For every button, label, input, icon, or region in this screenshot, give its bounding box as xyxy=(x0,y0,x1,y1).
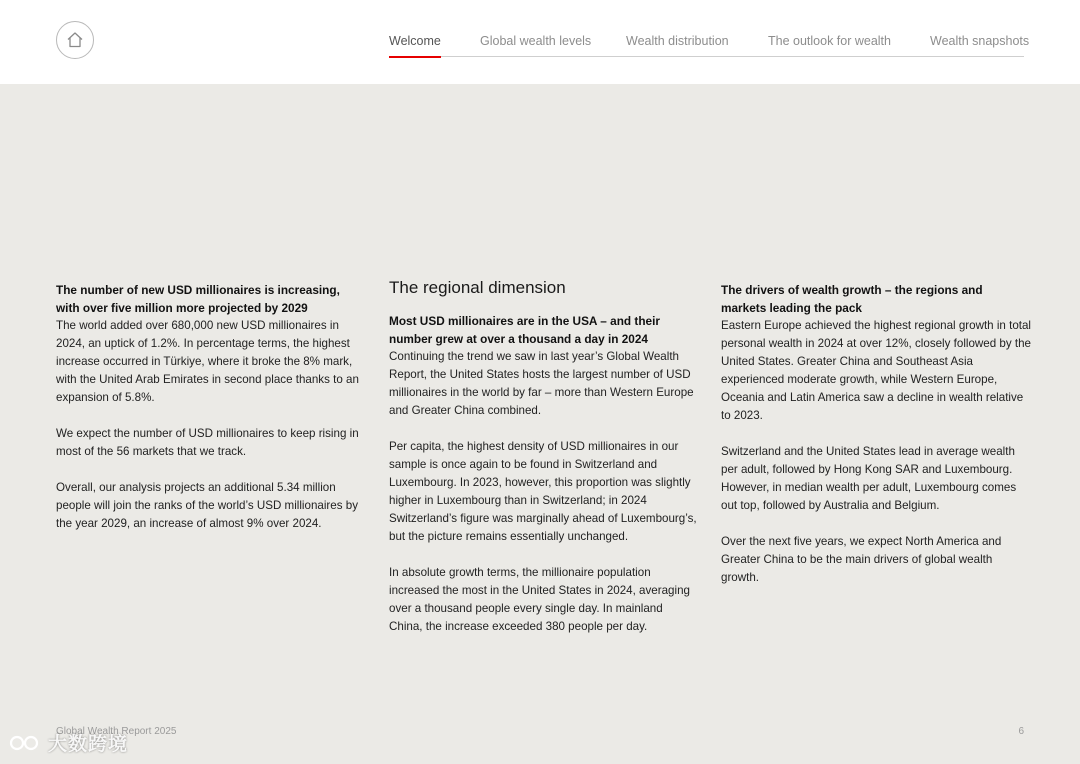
watermark xyxy=(8,729,128,756)
col2-paragraph: In absolute growth terms, the millionaire population increased the most in the United States in 2024, averaging over a thousand people every single day. In mainland China, the increase exceeded 380 people per day. xyxy=(389,566,690,633)
footer-report-title: Global Wealth Report 2025 xyxy=(56,726,177,737)
column-new-millionaires xyxy=(56,281,366,551)
page-number: 6 xyxy=(1018,726,1024,737)
col1-heading: The number of new USD millionaires is increasing, with over five million more projected by 2029 xyxy=(56,283,340,315)
section-nav xyxy=(389,34,1030,57)
watermark-text: 大数跨境 xyxy=(48,734,129,755)
nav-tab-outlook-for-wealth[interactable]: The outlook for wealth xyxy=(768,34,891,48)
col3-paragraph: Eastern Europe achieved the highest regional growth in total personal wealth in 2024 at over 12%, closely followed by the United States. Greater China and Southeast Asia experienced moderate growth, while Western Europe, Oceania and Latin America saw a decline in wealth relative to 2023. xyxy=(721,319,1032,422)
section-title: The regional dimension xyxy=(389,278,566,297)
nav-tab-wealth-distribution[interactable]: Wealth distribution xyxy=(626,34,729,48)
nav-tab-global-wealth-levels[interactable]: Global wealth levels xyxy=(480,34,592,48)
home-icon xyxy=(65,30,85,50)
column-regional-dimension xyxy=(389,278,699,654)
col2-paragraph: Continuing the trend we saw in last year’s Global Wealth Report, the United States hosts the largest number of USD millionaires in the world by far – more than Western Europe and Greater China combined. xyxy=(389,350,694,417)
nav-tab-welcome[interactable]: Welcome xyxy=(389,34,441,56)
home-button[interactable] xyxy=(56,21,94,59)
col2-paragraph: Per capita, the highest density of USD millionaires in our sample is once again to be found in Switzerland and Luxembourg. In 2023, however, this proportion was slightly higher in Luxembourg than in Switzerland; in 2024 Switzerland’s figure was marginally ahead of Luxembourg’s, but the picture remains essentially unchanged. xyxy=(389,440,697,543)
top-header xyxy=(0,0,1080,84)
col1-paragraph: The world added over 680,000 new USD millionaires in 2024, an uptick of 1.2%. In percentage terms, the highest increase occurred in Türkiye, where it broke the 8% mark, with the United Arab Emirates in second place thanks to an expansion of 5.8%. xyxy=(56,319,359,404)
col1-paragraph: We expect the number of USD millionaires to keep rising in most of the 56 markets that we track. xyxy=(56,427,359,458)
watermark-logo-icon xyxy=(8,734,42,752)
nav-tab-wealth-snapshots[interactable]: Wealth snapshots xyxy=(930,34,1030,48)
col1-paragraph: Overall, our analysis projects an additional 5.34 million people will join the ranks of the world’s USD millionaires by the year 2029, an increase of almost 9% over 2024. xyxy=(56,481,359,530)
col3-paragraph: Switzerland and the United States lead in average wealth per adult, followed by Hong Kong SAR and Luxembourg. However, in median wealth per adult, Luxembourg comes out top, followed by Australia and Belgium. xyxy=(721,445,1017,512)
column-wealth-growth-drivers xyxy=(721,281,1031,605)
col2-heading: Most USD millionaires are in the USA – and their number grew at over a thousand a day in 2024 xyxy=(389,314,660,346)
col3-paragraph: Over the next five years, we expect North America and Greater China to be the main drivers of global wealth growth. xyxy=(721,535,1002,584)
col3-heading: The drivers of wealth growth – the regions and markets leading the pack xyxy=(721,283,983,315)
